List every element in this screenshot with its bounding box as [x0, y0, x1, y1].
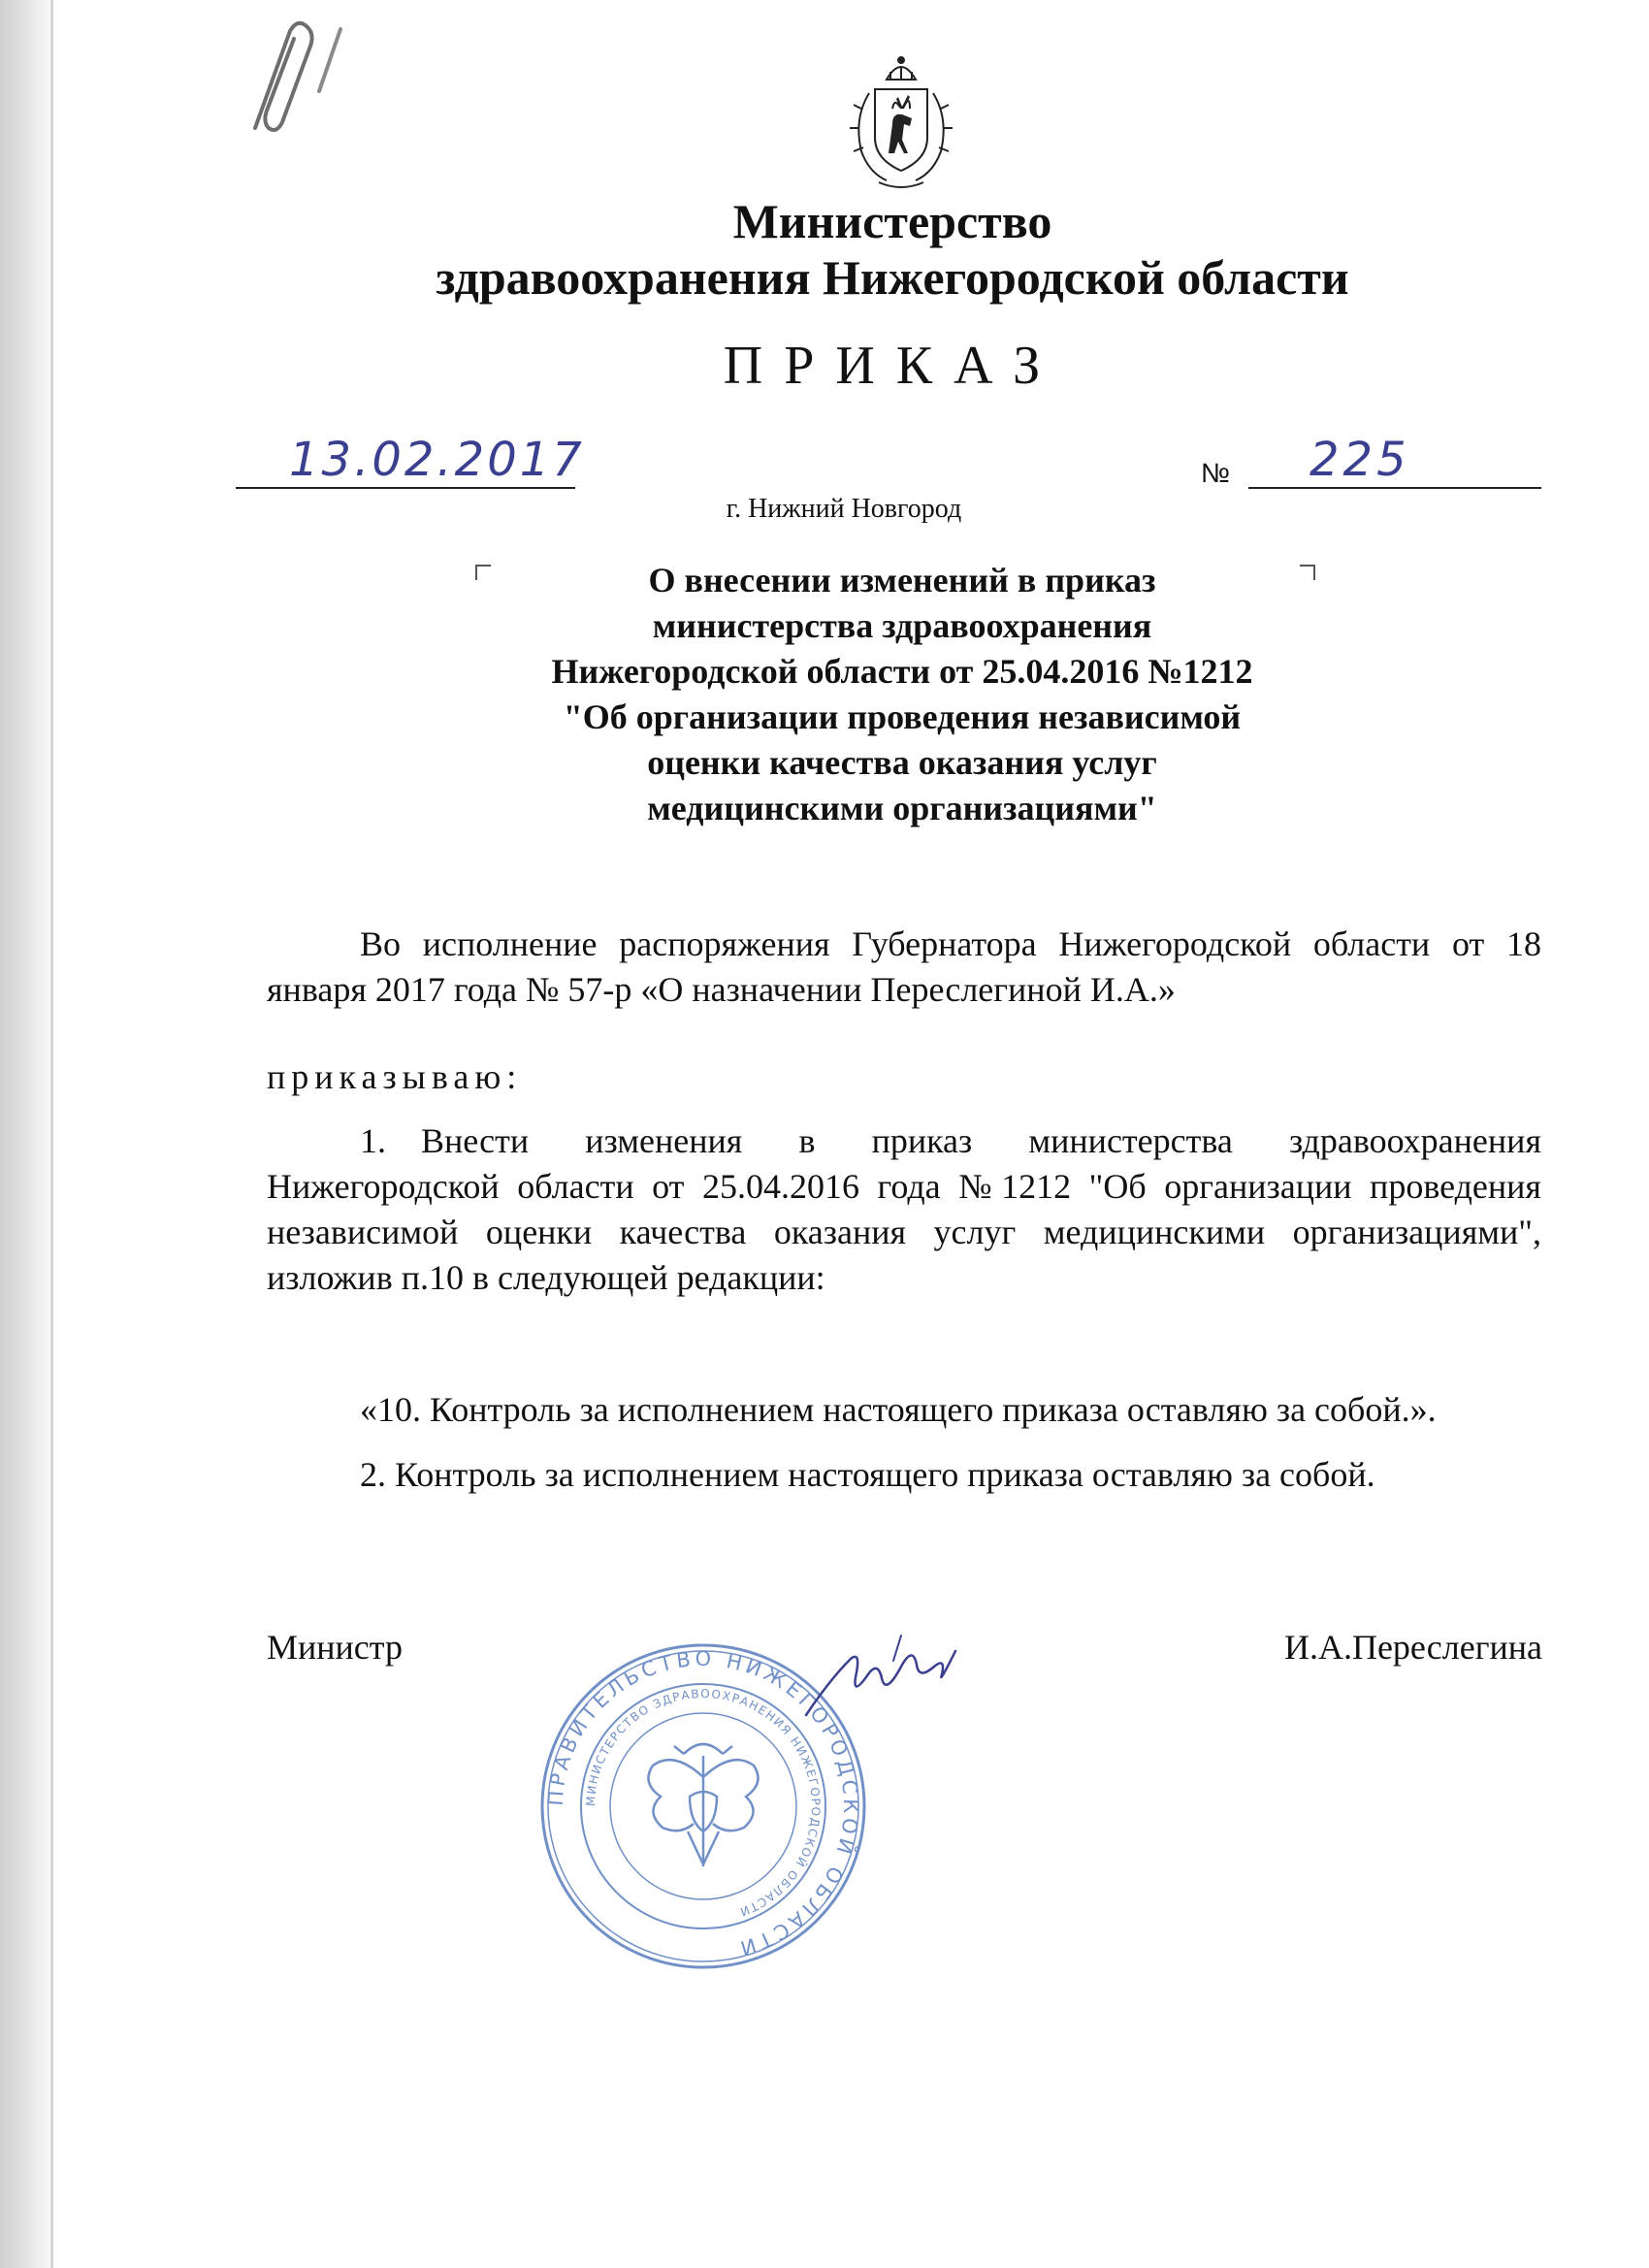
order-item-2: 2. Контроль за исполнением настоящего приказа оставляю за собой. [360, 1455, 1375, 1494]
handwritten-date: 13.02.2017 [289, 433, 585, 487]
order-item-1-quote: «10. Контроль за исполнением настоящего приказа оставляю за собой.». [360, 1390, 1437, 1429]
coat-of-arms-icon [840, 50, 962, 192]
preamble-paragraph: Во исполнение распоряжения Губернатора Нижегородской области от 18 января 2017 года № 57-р «О назначении Переслегиной И.А.» [267, 924, 1541, 1009]
subject-line: оценки качества оказания услуг [647, 743, 1157, 782]
city-name: г. Нижний Новгород [726, 494, 962, 524]
seal-inner-text: МИНИСТЕРСТВО ЗДРАВООХРАНЕНИЯ НИЖЕГОРОДСКОЙ ОБЛАСТИ [583, 1686, 824, 1920]
subject-line: О внесении изменений в приказ [648, 561, 1156, 599]
scan-edge-line [50, 0, 53, 2268]
order-item-1: 1. Внести изменения в приказ министерства здравоохранения Нижегородской области от 25.04.2016 года №1212 "Об организации проведения независимой оценки качества оказания услуг медицинскими организациями", изложив п.10 в следующей редакции: [267, 1121, 1541, 1297]
number-label: № [1201, 458, 1231, 488]
seal-outer-text: ПРАВИТЕЛЬСТВО НИЖЕГОРОДСКОЙ ОБЛАСТИ [543, 1646, 863, 1961]
handwritten-number: 225 [1310, 433, 1410, 487]
subject-line: "Об организации проведения независимой [563, 697, 1242, 736]
handwritten-signature-icon [800, 1622, 965, 1729]
paperclip-icon [247, 21, 354, 138]
subject-line: медицинскими организациями" [647, 789, 1157, 827]
ministry-name-line2: здравоохранения Нижегородской области [436, 250, 1349, 305]
number-underline [1248, 487, 1541, 489]
subject-corner-left [475, 565, 491, 580]
subject-line: министерства здравоохранения [652, 606, 1152, 645]
subject-line: Нижегородской области от 25.04.2016 №1212 [551, 652, 1253, 691]
signer-position: Министр [267, 1628, 403, 1667]
document-type-title: ПРИКАЗ [723, 336, 1062, 396]
order-subject [490, 558, 1314, 831]
signer-name: И.А.Переслегина [1283, 1628, 1542, 1667]
date-underline [236, 487, 575, 489]
ministry-name-line1: Министерство [732, 194, 1052, 248]
order-word: приказываю: [267, 1057, 523, 1096]
